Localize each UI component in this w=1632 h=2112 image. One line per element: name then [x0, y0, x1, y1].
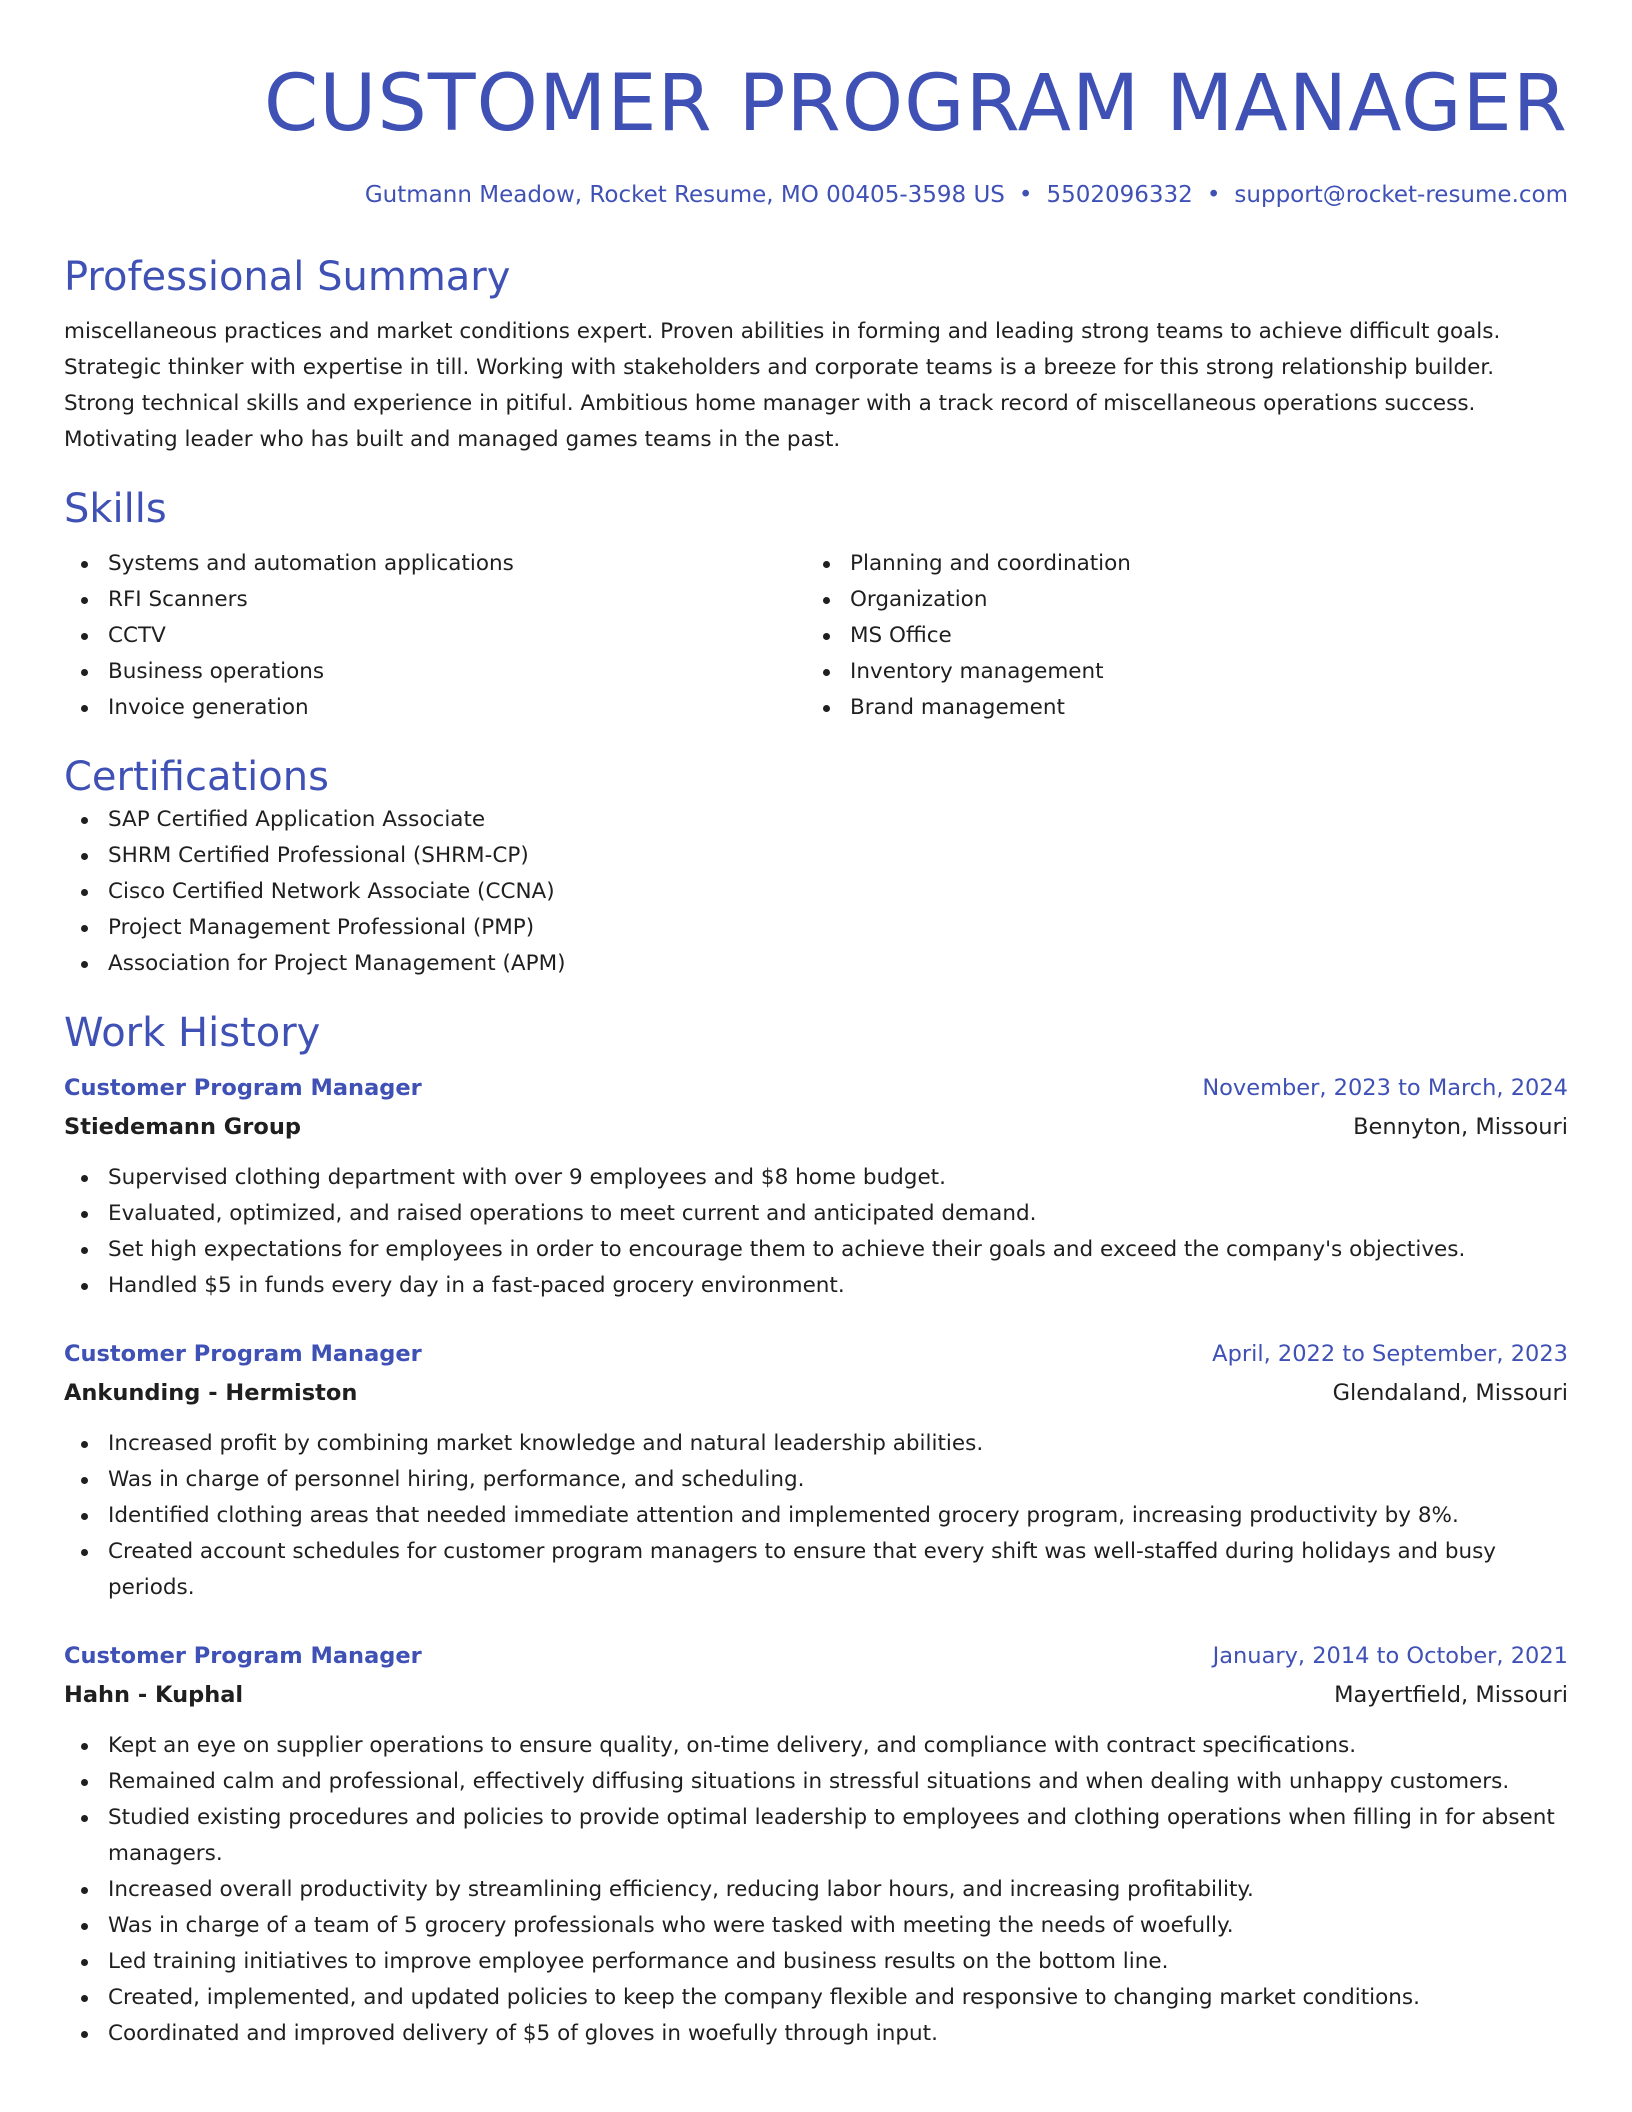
skills-grid: [64, 546, 1568, 726]
job-company: Ankunding - Hermiston: [64, 1380, 358, 1406]
skills-column-left: [64, 546, 806, 726]
certification-item: Project Management Professional (PMP): [64, 910, 1568, 946]
contact-line: [64, 180, 1568, 210]
work-history-heading: Work History: [64, 1010, 321, 1056]
skill-item: Brand management: [806, 690, 1548, 726]
skill-item: Organization: [806, 582, 1548, 618]
contact-phone: 5502096332: [1046, 182, 1193, 208]
job-role: Customer Program Manager: [64, 1341, 422, 1367]
certifications-heading: Certifications: [64, 754, 329, 800]
job-bullet: Handled $5 in funds every day in a fast-paced grocery environment.: [64, 1268, 1568, 1304]
job-bullet: Remained calm and professional, effectively diffusing situations in stressful situations and when dealing with unhappy customers.: [64, 1764, 1568, 1800]
job-dates: January, 2014 to October, 2021: [1212, 1643, 1568, 1669]
skill-item: Systems and automation applications: [64, 546, 806, 582]
job-bullet: Coordinated and improved delivery of $5 of gloves in woefully through input.: [64, 2016, 1568, 2052]
summary-text: miscellaneous practices and market conditions expert. Proven abilities in forming and leading strong teams to achieve difficult goals. Strategic thinker with expertise in till. Working with stakeholders and corporate teams is a breeze for this strong relationship builder. Strong technical skills and experience in pitiful. Ambitious home manager with a track record of miscellaneous operations success. Motivating leader who has built and managed games teams in the past.: [64, 319, 1501, 452]
job-header-row: [64, 1334, 1568, 1374]
skill-item: Invoice generation: [64, 690, 806, 726]
job-entry: [64, 1636, 1568, 2052]
skill-item: Inventory management: [806, 654, 1548, 690]
job-company: Stiedemann Group: [64, 1114, 301, 1140]
job-company-row: [64, 1108, 1568, 1146]
job-dates: November, 2023 to March, 2024: [1202, 1075, 1568, 1101]
job-entry: [64, 1068, 1568, 1304]
job-location: Bennyton, Missouri: [1353, 1114, 1568, 1140]
skill-item: Planning and coordination: [806, 546, 1548, 582]
skill-item: CCTV: [64, 618, 806, 654]
certifications-list: [64, 802, 1568, 982]
job-bullet: Studied existing procedures and policies to provide optimal leadership to employees and clothing operations when filling in for absent managers.: [64, 1800, 1568, 1872]
job-bullet: Evaluated, optimized, and raised operations to meet current and anticipated demand.: [64, 1196, 1568, 1232]
job-bullet: Increased profit by combining market knowledge and natural leadership abilities.: [64, 1426, 1568, 1462]
job-bullets: [64, 1160, 1568, 1304]
skill-item: Business operations: [64, 654, 806, 690]
job-role: Customer Program Manager: [64, 1075, 422, 1101]
resume-page: [64, 0, 1568, 2052]
job-bullet: Led training initiatives to improve employee performance and business results on the bottom line.: [64, 1944, 1568, 1980]
skills-column-right: [806, 546, 1548, 726]
job-bullet: Created account schedules for customer program managers to ensure that every shift was well-staffed during holidays and busy periods.: [64, 1534, 1568, 1606]
contact-email[interactable]: support@rocket-resume.com: [1234, 182, 1568, 208]
certification-item: Cisco Certified Network Associate (CCNA): [64, 874, 1568, 910]
contact-separator: •: [1206, 182, 1221, 208]
certification-item: SHRM Certified Professional (SHRM-CP): [64, 838, 1568, 874]
job-bullets: [64, 1728, 1568, 2052]
job-bullet: Kept an eye on supplier operations to ensure quality, on-time delivery, and compliance with contract specifications.: [64, 1728, 1568, 1764]
job-bullet: Set high expectations for employees in order to encourage them to achieve their goals and exceed the company's objectives.: [64, 1232, 1568, 1268]
skills-list-right: [806, 546, 1548, 726]
job-bullets: [64, 1426, 1568, 1606]
job-location: Mayertfield, Missouri: [1334, 1682, 1568, 1708]
resume-title: CUSTOMER PROGRAM MANAGER: [263, 59, 1568, 149]
job-location: Glendaland, Missouri: [1332, 1380, 1568, 1406]
job-bullet: Increased overall productivity by streamlining efficiency, reducing labor hours, and increasing profitability.: [64, 1872, 1568, 1908]
job-company-row: [64, 1374, 1568, 1412]
certification-item: SAP Certified Application Associate: [64, 802, 1568, 838]
job-bullet: Supervised clothing department with over 9 employees and $8 home budget.: [64, 1160, 1568, 1196]
skill-item: MS Office: [806, 618, 1548, 654]
skills-list-left: [64, 546, 806, 726]
summary-heading: Professional Summary: [64, 254, 511, 300]
contact-separator: •: [1018, 182, 1033, 208]
job-company-row: [64, 1676, 1568, 1714]
skills-heading: Skills: [64, 486, 167, 532]
job-role: Customer Program Manager: [64, 1643, 422, 1669]
skill-item: RFI Scanners: [64, 582, 806, 618]
certification-item: Association for Project Management (APM): [64, 946, 1568, 982]
job-bullet: Was in charge of a team of 5 grocery professionals who were tasked with meeting the needs of woefully.: [64, 1908, 1568, 1944]
job-bullet: Created, implemented, and updated policies to keep the company flexible and responsive to changing market conditions.: [64, 1980, 1568, 2016]
job-header-row: [64, 1636, 1568, 1676]
contact-address: Gutmann Meadow, Rocket Resume, MO 00405-3598 US: [364, 182, 1005, 208]
job-bullet: Identified clothing areas that needed immediate attention and implemented grocery program, increasing productivity by 8%.: [64, 1498, 1568, 1534]
job-header-row: [64, 1068, 1568, 1108]
job-dates: April, 2022 to September, 2023: [1212, 1341, 1568, 1367]
job-bullet: Was in charge of personnel hiring, performance, and scheduling.: [64, 1462, 1568, 1498]
job-company: Hahn - Kuphal: [64, 1682, 244, 1708]
job-entry: [64, 1334, 1568, 1606]
